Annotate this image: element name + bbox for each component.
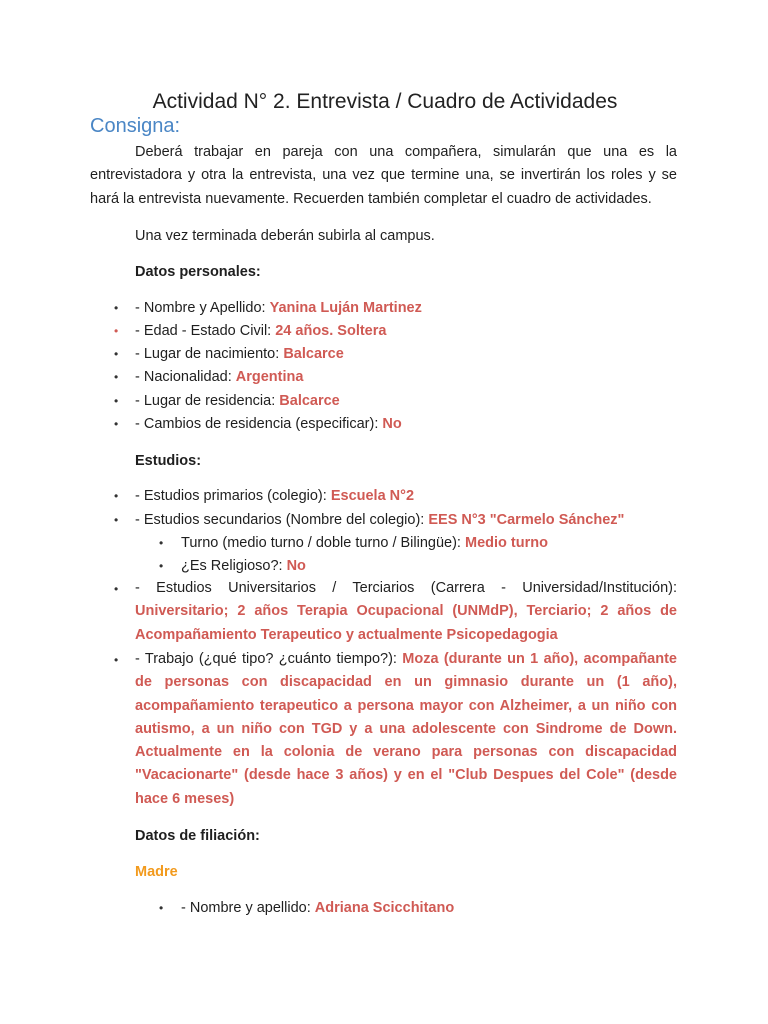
list-item: ¿Es Religioso?: No [181, 558, 306, 574]
datos-personales-heading: Datos personales: [135, 264, 261, 280]
list-item: - Trabajo (¿qué tipo? ¿cuánto tiempo?): Moza (durante un 1 año), acompañante de personas con discapacidad en un gimnasio durante un (1 año), acompañamiento terapeutico a persona mayor con Alzheimer, a un niño con autismo, a un niño con TGD y a una adolescente con Sindrome de Down. Actualmente en la colonia de verano para personas con discapacidad "Vacacionarte" (desde hace 3 años) y en el "Club Despues del Cole" (desde hace 6 meses) [135, 651, 677, 807]
answer-value: Escuela N°2 [330, 488, 415, 504]
filiacion-heading: Datos de filiación: [135, 828, 260, 844]
consigna-heading: Consigna: [90, 115, 181, 137]
bullet-icon: • [159, 536, 164, 550]
answer-value: No [382, 416, 402, 432]
answer-value: Yanina Luján Martinez [269, 300, 422, 316]
list-item: - Nombre y apellido: Adriana Scicchitano [181, 900, 455, 916]
bullet-icon: • [114, 324, 119, 338]
list-item: - Cambios de residencia (especificar): No [135, 416, 402, 432]
list-item: - Estudios Universitarios / Terciarios (Carrera - Universidad/Institución): Universitario; 2 años Terapia Ocupacional (UNMdP), Terciario; 2 años de Acompañamiento Terapeutico y actualmente Psicopedagogia [135, 580, 677, 643]
answer-value: Adriana Scicchitano [314, 900, 455, 916]
bullet-icon: • [114, 347, 119, 361]
consigna-paragraph: Deberá trabajar en pareja con una compañera, simularán que una es la entrevistadora y otra la entrevista, una vez que termine una, se invertirán los roles y se hará la entrevista nuevamente. Recuerden también completar el cuadro de actividades. [90, 144, 677, 207]
list-item: - Lugar de nacimiento: Balcarce [135, 346, 344, 362]
answer-value: Argentina [235, 369, 304, 385]
list-item: - Edad - Estado Civil: 24 años. Soltera [135, 323, 387, 339]
answer-value: Balcarce [279, 393, 340, 409]
list-item: - Estudios primarios (colegio): Escuela N°2 [135, 488, 415, 504]
campus-instruction: Una vez terminada deberán subirla al campus. [135, 228, 435, 244]
estudios-heading: Estudios: [135, 453, 202, 469]
bullet-icon: • [114, 394, 119, 408]
answer-value: 24 años. Soltera [275, 323, 387, 339]
list-item: Turno (medio turno / doble turno / Bilingüe): Medio turno [181, 535, 548, 551]
bullet-icon: • [114, 513, 119, 527]
bullet-icon: • [159, 901, 164, 915]
bullet-icon: • [159, 559, 164, 573]
list-item: - Nacionalidad: Argentina [135, 369, 304, 385]
bullet-icon: • [114, 489, 119, 503]
answer-value: EES N°3 "Carmelo Sánchez" [428, 512, 625, 528]
bullet-icon: • [114, 301, 119, 315]
list-item: - Nombre y Apellido: Yanina Luján Martinez [135, 300, 422, 316]
bullet-icon: • [114, 370, 119, 384]
answer-value: Universitario; 2 años Terapia Ocupacional (UNMdP), Terciario; 2 años de Acompañamiento Terapeutico y actualmente Psicopedagogia [135, 603, 677, 643]
answer-value: Balcarce [283, 346, 344, 362]
madre-heading: Madre [135, 864, 178, 880]
answer-value: Medio turno [464, 535, 548, 551]
page-title: Actividad N° 2. Entrevista / Cuadro de Actividades [152, 90, 618, 113]
list-item: - Estudios secundarios (Nombre del colegio): EES N°3 "Carmelo Sánchez" [135, 512, 625, 528]
answer-value: No [286, 558, 306, 574]
bullet-icon: • [114, 653, 119, 667]
bullet-icon: • [114, 582, 119, 596]
list-item: - Lugar de residencia: Balcarce [135, 393, 340, 409]
bullet-icon: • [114, 417, 119, 431]
answer-value: Moza (durante un 1 año), acompañante de personas con discapacidad en un gimnasio durante un (1 año), acompañamiento terapeutico a persona mayor con Alzheimer, a un niño con autismo, a un niño con TGD y a una adolescente con Sindrome de Down. Actualmente en la colonia de verano para personas con discapacidad "Vacacionarte" (desde hace 3 años) y en el "Club Despues del Cole" (desde hace 6 meses) [135, 651, 677, 807]
